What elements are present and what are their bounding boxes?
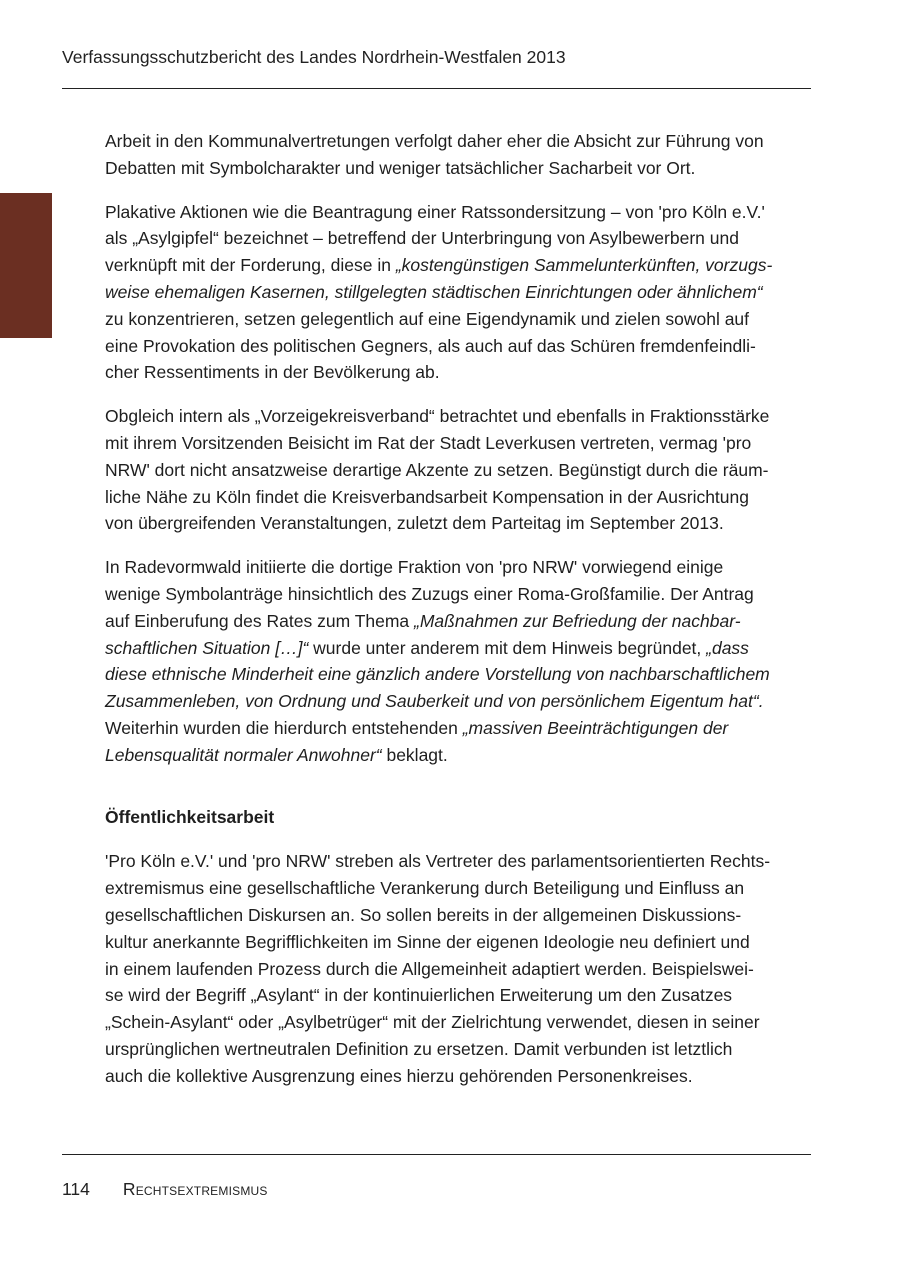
- text-line: ursprünglichen wertneutralen Definition zu ersetzen. Damit verbunden ist letztlich: [105, 1038, 733, 1059]
- text-run: verknüpft mit der Forderung, diese in: [105, 255, 396, 276]
- page-number: 114: [62, 1179, 90, 1199]
- quote-italic: „dass: [706, 637, 749, 658]
- quote-italic: „kostengünstigen Sammelunterkünften, vorzugs-: [395, 255, 773, 276]
- text-line: [105, 661, 811, 688]
- text-line: wenige Symbolanträge hinsichtlich des Zuzugs einer Roma-Großfamilie. Der Antrag: [105, 583, 754, 604]
- text-line: [105, 688, 811, 715]
- text-line: [105, 608, 811, 635]
- text-line: [105, 742, 811, 769]
- text-line: extremismus eine gesellschaftliche Verankerung durch Beteiligung und Einfluss an: [105, 878, 745, 899]
- text-line: „Schein-Asylant“ oder „Asylbetrüger“ mit der Zielrichtung verwendet, diesen in seiner: [105, 1012, 760, 1033]
- section-heading: Öffentlichkeitsarbeit: [105, 806, 275, 827]
- text-line: NRW' dort nicht ansatzweise derartige Akzente zu setzen. Begünstigt durch die räum-: [105, 459, 769, 480]
- quote-italic: „massiven Beeinträchtigungen der: [462, 717, 729, 738]
- text-line: Arbeit in den Kommunalvertretungen verfolgt daher eher die Absicht zur Führung von: [105, 131, 764, 151]
- text-line: liche Nähe zu Köln findet die Kreisverbandsarbeit Kompensation in der Ausrichtung: [105, 486, 749, 507]
- paragraph-5: [105, 848, 811, 1089]
- text-line: von übergreifenden Veranstaltungen, zuletzt dem Parteitag im September 2013.: [105, 513, 724, 534]
- text-line: in einem laufenden Prozess durch die Allgemeinheit adaptiert werden. Beispielswei-: [105, 958, 754, 979]
- text-line: als „Asylgipfel“ bezeichnet – betreffend der Unterbringung von Asylbewerbern und: [105, 228, 739, 249]
- text-run: Weiterhin wurden die hierdurch entstehenden: [105, 717, 463, 738]
- text-line: se wird der Begriff „Asylant“ in der kontinuierlichen Erweiterung um den Zusatzes: [105, 985, 733, 1006]
- paragraph-4: [105, 554, 811, 768]
- chapter-color-tab: [0, 193, 52, 338]
- text-line: In Radevormwald initiierte die dortige Fraktion von 'pro NRW' vorwiegend einige: [105, 557, 724, 578]
- text-line: [105, 715, 811, 742]
- quote-italic: weise ehemaligen Kasernen, stillgelegten städtischen Einrichtungen oder ähnlichem“: [105, 281, 763, 302]
- text-line: eine Provokation des politischen Gegners, als auch auf das Schüren fremdenfeindli-: [105, 335, 756, 356]
- text-line: gesellschaftlichen Diskursen an. So sollen bereits in der allgemeinen Diskussions-: [105, 904, 742, 925]
- text-run: auf Einberufung des Rates zum Thema: [105, 610, 415, 631]
- paragraph-2: [105, 199, 811, 387]
- running-header-title: Verfassungsschutzbericht des Landes Nordrhein-Westfalen 2013: [62, 47, 566, 67]
- text-line: mit ihrem Vorsitzenden Beisicht im Rat der Stadt Leverkusen vertreten, vermag 'pro: [105, 432, 752, 453]
- text-line: zu konzentrieren, setzen gelegentlich auf eine Eigendynamik und zielen sowohl auf: [105, 308, 750, 329]
- quote-italic: Lebensqualität normaler Anwohner“: [105, 744, 382, 765]
- text-line: [105, 252, 811, 279]
- text-line: auch die kollektive Ausgrenzung eines hierzu gehörenden Personenkreises.: [105, 1065, 693, 1086]
- quote-italic: Zusammenleben, von Ordnung und Sauberkeit und von persönlichem Eigentum hat“.: [105, 691, 764, 712]
- text-run: beklagt.: [381, 744, 448, 765]
- quote-italic: schaftlichen Situation […]“: [105, 637, 309, 658]
- text-line: Obgleich intern als „Vorzeigekreisverband“ betrachtet und ebenfalls in Fraktionsstärke: [105, 406, 770, 427]
- paragraph-3: [105, 403, 811, 537]
- footer-divider: [62, 1154, 811, 1155]
- footer-section-title: Rechtsextremismus: [122, 1179, 268, 1199]
- text-line: Debatten mit Symbolcharakter und weniger tatsächlicher Sacharbeit vor Ort.: [105, 157, 696, 178]
- body-text: [105, 128, 811, 1090]
- text-run: wurde unter anderem mit dem Hinweis begründet,: [308, 637, 707, 658]
- text-line: [105, 635, 811, 662]
- quote-italic: „Maßnahmen zur Befriedung der nachbar-: [414, 610, 741, 631]
- text-line: Plakative Aktionen wie die Beantragung einer Ratssondersitzung – von 'pro Köln e.V.': [105, 201, 765, 222]
- header-divider: [62, 88, 811, 89]
- text-line: cher Ressentiments in der Bevölkerung ab.: [105, 362, 440, 383]
- text-line: kultur anerkannte Begrifflichkeiten im Sinne der eigenen Ideologie neu definiert und: [105, 931, 750, 952]
- paragraph-1: [105, 128, 811, 182]
- text-line: [105, 279, 811, 306]
- page-footer: [62, 1176, 268, 1202]
- text-line: 'Pro Köln e.V.' und 'pro NRW' streben als Vertreter des parlamentsorientierten Rechts-: [105, 851, 771, 872]
- quote-italic: diese ethnische Minderheit eine gänzlich andere Vorstellung von nachbarschaftlichem: [105, 664, 770, 685]
